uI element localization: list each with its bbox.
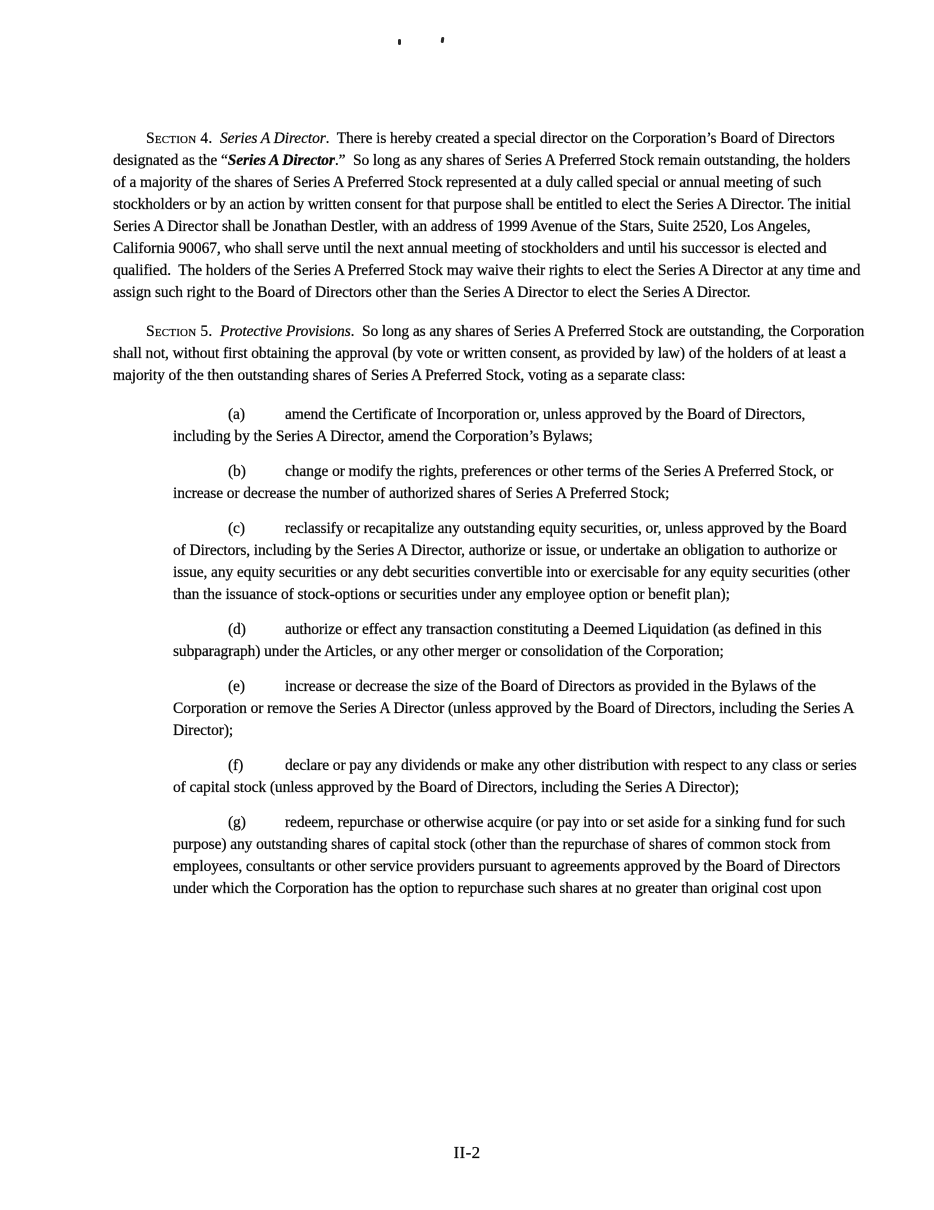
scan-speck bbox=[441, 37, 445, 43]
provision-item-d bbox=[173, 619, 863, 663]
text-segment bbox=[212, 130, 220, 147]
item-label: (c) bbox=[228, 520, 245, 537]
section-heading: Section 4. bbox=[146, 130, 213, 147]
text-segment: . There is hereby created a special director on the Corporation’s Board of Directors designated as the “ bbox=[113, 130, 839, 169]
document-body bbox=[113, 128, 869, 913]
provision-item-c bbox=[173, 518, 863, 606]
text-segment: .” So long as any shares of Series A Preferred Stock remain outstanding, the holders of a majority of the shares of Series A Preferred Stock represented at a duly called special or annual meeting of such stockholders or by an action by written consent for that purpose shall be entitled to elect the Series A Director. The initial Series A Director shall be Jonathan Destler, with an address of 1999 Avenue of the Stars, Suite 2520, Los Angeles, California 90067, who shall serve until the next annual meeting of stockholders and until his successor is elected and qualified. The holders of the Series A Preferred Stock may waive their rights to elect the Series A Director at any time and assign such right to the Board of Directors other than the Series A Director to elect the Series A Director. bbox=[113, 152, 865, 301]
provision-item-a bbox=[173, 404, 863, 448]
item-text: increase or decrease the size of the Board of Directors as provided in the Bylaws of the Corporation or remove the Series A Director (unless approved by the Board of Directors, including the Series A Director); bbox=[173, 678, 858, 739]
section-5-paragraph bbox=[113, 321, 869, 387]
item-label: (d) bbox=[228, 621, 246, 638]
item-text: declare or pay any dividends or make any other distribution with respect to any class or series of capital stock (unless approved by the Board of Directors, including the Series A Director); bbox=[173, 757, 861, 796]
provision-item-g bbox=[173, 812, 863, 900]
provision-item-e bbox=[173, 676, 863, 742]
text-segment bbox=[212, 323, 220, 340]
item-label: (a) bbox=[228, 406, 245, 423]
provision-item-f bbox=[173, 755, 863, 799]
item-text: authorize or effect any transaction constituting a Deemed Liquidation (as defined in this subparagraph) under the Articles, or any other merger or consolidation of the Corporation; bbox=[173, 621, 826, 660]
text-segment: Series A Director bbox=[220, 130, 326, 147]
item-label: (e) bbox=[228, 678, 245, 695]
page-number: II-2 bbox=[453, 1143, 481, 1162]
item-text: change or modify the rights, preferences or other terms of the Series A Preferred Stock, or increase or decrease the number of authorized shares of Series A Preferred Stock; bbox=[173, 463, 838, 502]
item-label: (f) bbox=[228, 757, 244, 774]
text-segment: Series A Director bbox=[227, 152, 335, 169]
scan-speck bbox=[398, 39, 401, 45]
item-text: reclassify or recapitalize any outstanding equity securities, or, unless approved by the Board of Directors, including by the Series A Director, authorize or issue, or undertake an obligation to authorize or issue, any equity securities or any debt securities convertible into or exercisable for any equity securities (other than the issuance of stock-options or securities under any employee option or benefit plan); bbox=[173, 520, 854, 603]
text-segment: . So long as any shares of Series A Preferred Stock are outstanding, the Corporation shall not, without first obtaining the approval (by vote or written consent, as provided by law) of the holders of at least a majority of the then outstanding shares of Series A Preferred Stock, voting as a separate class: bbox=[113, 323, 869, 384]
section-4-paragraph bbox=[113, 128, 865, 304]
section-heading: Section 5. bbox=[146, 323, 213, 340]
provision-item-b bbox=[173, 461, 863, 505]
text-segment: Protective Provisions bbox=[220, 323, 351, 340]
item-text: amend the Certificate of Incorporation or, unless approved by the Board of Directors, including by the Series A Director, amend the Corporation’s Bylaws; bbox=[173, 406, 810, 445]
item-label: (b) bbox=[228, 463, 246, 480]
item-text: redeem, repurchase or otherwise acquire (or pay into or set aside for a sinking fund for such purpose) any outstanding shares of capital stock (other than the repurchase of shares of common stock from employees, consultants or other service providers pursuant to agreements approved by the Board of Directors under which the Corporation has the option to repurchase such shares at no greater than original cost upon bbox=[173, 814, 849, 897]
item-label: (g) bbox=[228, 814, 246, 831]
